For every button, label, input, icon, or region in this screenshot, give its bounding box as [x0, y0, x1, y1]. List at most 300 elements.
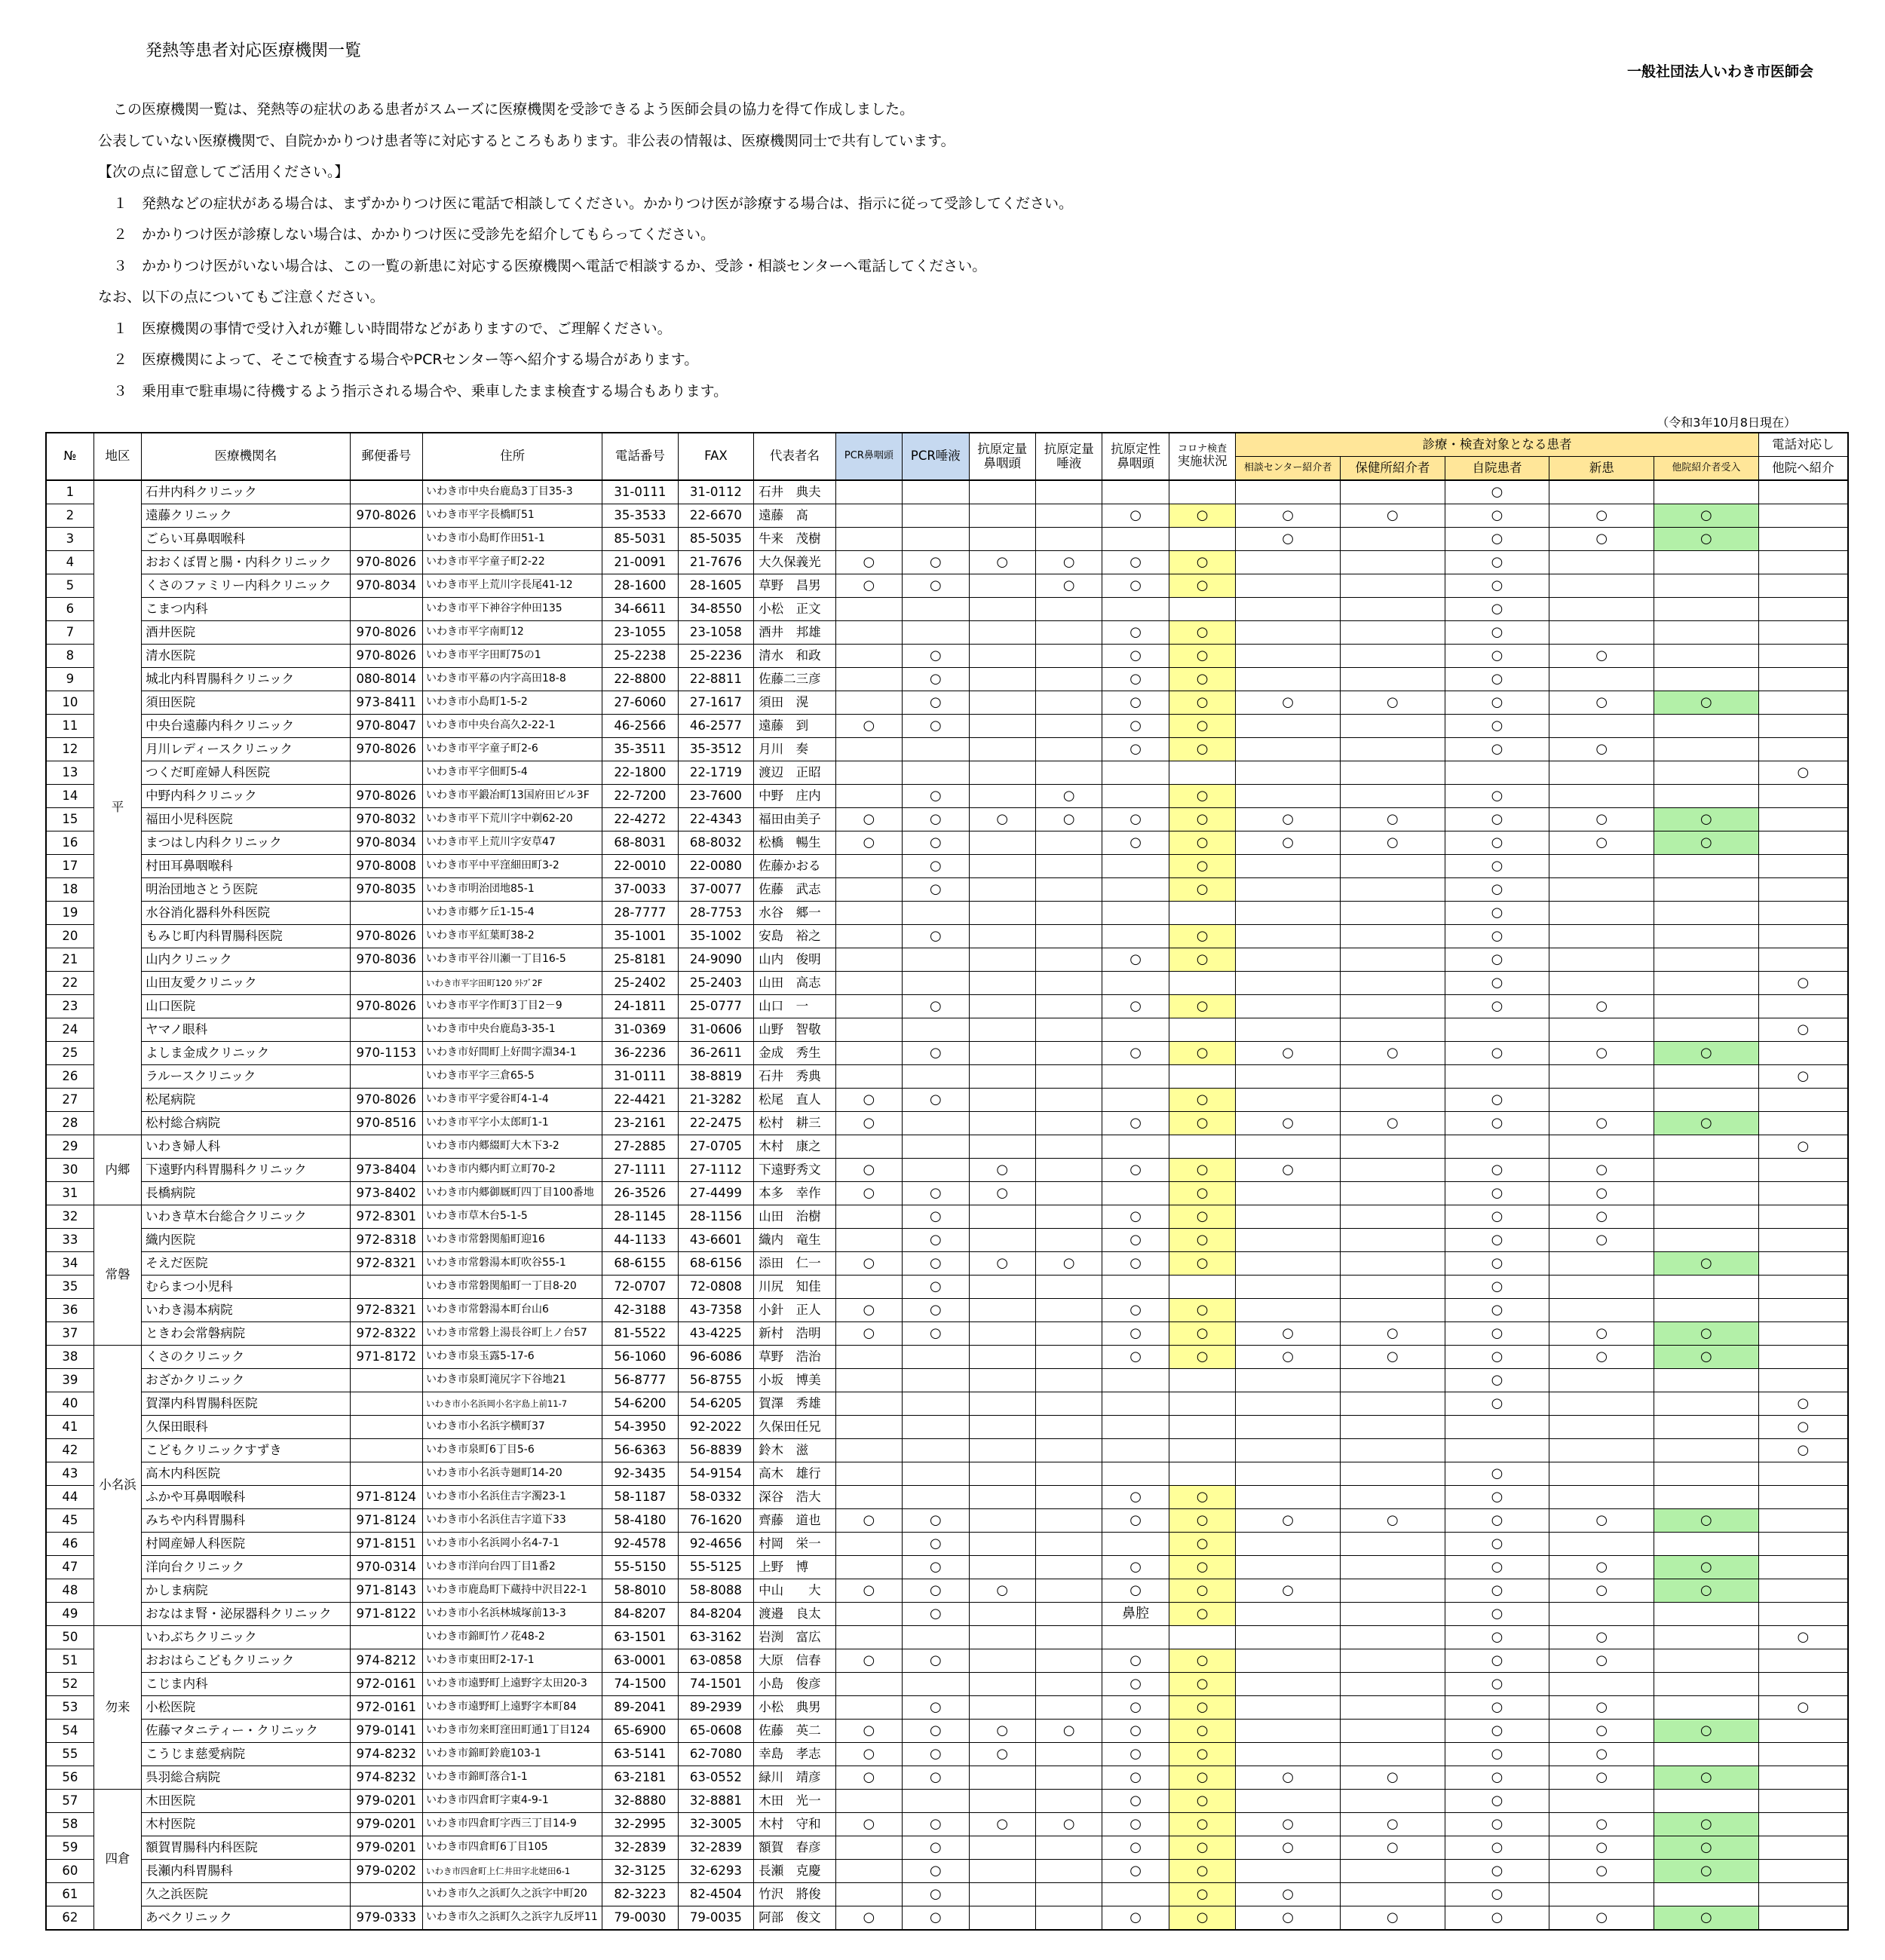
cell-name: むらまつ小児科 [142, 1276, 350, 1299]
cell-corona [1169, 1392, 1235, 1416]
cell-address: いわき市平谷川瀬一丁目16-5 [422, 948, 602, 972]
cell-rep: 高木 雄行 [754, 1462, 836, 1486]
cell-p-own: ○ [1445, 1509, 1549, 1533]
col-p-other: 他院紹介者受入 [1654, 457, 1759, 481]
cell-p-other [1654, 574, 1759, 598]
cell-zip [350, 972, 422, 995]
cell-address: いわき市小名浜岡小名4-7-1 [422, 1533, 602, 1556]
cell-rep: 水谷 郷一 [754, 902, 836, 925]
cell-p-health [1341, 598, 1445, 621]
cell-pcr-saliva: ○ [903, 645, 969, 668]
cell-phone-refer [1758, 1790, 1848, 1813]
cell-zip: 970-8026 [350, 551, 422, 574]
cell-ag-qual [1102, 1369, 1169, 1392]
cell-no: 29 [46, 1135, 93, 1159]
cell-fax: 46-2577 [678, 715, 754, 738]
cell-p-health [1341, 1018, 1445, 1042]
cell-pcr-saliva: ○ [903, 831, 969, 855]
cell-pcr-saliva: ○ [903, 1836, 969, 1860]
cell-p-health [1341, 1533, 1445, 1556]
cell-p-other: ○ [1654, 1860, 1759, 1883]
cell-no: 26 [46, 1065, 93, 1089]
cell-address: いわき市小名浜字横町37 [422, 1416, 602, 1439]
cell-phone-refer [1758, 691, 1848, 715]
cell-p-new [1549, 1089, 1654, 1112]
cell-p-own: ○ [1445, 528, 1549, 551]
table-row [46, 738, 1848, 761]
cell-corona: ○ [1169, 1720, 1235, 1743]
table-row [46, 1065, 1848, 1089]
cell-p-health [1341, 528, 1445, 551]
cell-ag-qual: ○ [1102, 1673, 1169, 1696]
cell-zip: 970-8026 [350, 925, 422, 948]
table-row [46, 1322, 1848, 1346]
cell-p-other: ○ [1654, 1112, 1759, 1135]
cell-pcr-saliva [903, 598, 969, 621]
cell-tel: 21-0091 [602, 551, 679, 574]
cell-zip: 970-8008 [350, 855, 422, 878]
cell-rep: 大久保義光 [754, 551, 836, 574]
cell-corona: ○ [1169, 1860, 1235, 1883]
cell-ag-quant-saliva: ○ [1036, 1813, 1102, 1836]
cell-p-own: ○ [1445, 574, 1549, 598]
cell-p-new: ○ [1549, 1836, 1654, 1860]
cell-fax: 79-0035 [678, 1906, 754, 1931]
cell-zip: 080-8014 [350, 668, 422, 691]
cell-p-other: ○ [1654, 528, 1759, 551]
cell-corona [1169, 1018, 1235, 1042]
cell-ag-quant-nose [969, 1790, 1035, 1813]
cell-zip: 972-0161 [350, 1673, 422, 1696]
cell-phone-refer [1758, 1112, 1848, 1135]
cell-p-own: ○ [1445, 831, 1549, 855]
cell-pcr-saliva: ○ [903, 668, 969, 691]
cell-pcr-saliva: ○ [903, 878, 969, 902]
cell-pcr-saliva: ○ [903, 1182, 969, 1205]
cell-p-other: ○ [1654, 1720, 1759, 1743]
cell-no: 54 [46, 1720, 93, 1743]
cell-name: 明治団地さとう医院 [142, 878, 350, 902]
cell-p-other [1654, 1135, 1759, 1159]
cell-tel: 35-1001 [602, 925, 679, 948]
cell-ag-quant-saliva [1036, 1182, 1102, 1205]
cell-p-center [1236, 995, 1341, 1018]
col-pcr-nose: PCR鼻咽頭 [835, 433, 902, 480]
cell-pcr-saliva: ○ [903, 1579, 969, 1603]
cell-p-center [1236, 1018, 1341, 1042]
cell-name: いわき湯本病院 [142, 1299, 350, 1322]
cell-address: いわき市東田町2-17-1 [422, 1649, 602, 1673]
cell-tel: 89-2041 [602, 1696, 679, 1720]
table-row [46, 948, 1848, 972]
col-ag-quant-nose-l1: 抗原定量 [977, 441, 1028, 456]
table-row [46, 1556, 1848, 1579]
cell-ag-quant-nose [969, 1556, 1035, 1579]
cell-p-center [1236, 1603, 1341, 1626]
cell-address: いわき市好間町上好間字淵34-1 [422, 1042, 602, 1065]
cell-p-other [1654, 1416, 1759, 1439]
cell-no: 5 [46, 574, 93, 598]
cell-p-center [1236, 1205, 1341, 1229]
cell-ag-quant-nose [969, 1439, 1035, 1462]
cell-p-other [1654, 1018, 1759, 1042]
cell-fax: 27-4499 [678, 1182, 754, 1205]
cell-corona: ○ [1169, 1743, 1235, 1766]
cell-p-new: ○ [1549, 1322, 1654, 1346]
cell-pcr-nose: ○ [835, 1906, 902, 1931]
cell-no: 9 [46, 668, 93, 691]
cell-no: 24 [46, 1018, 93, 1042]
cell-no: 55 [46, 1743, 93, 1766]
col-ag-qual-l1: 抗原定性 [1111, 441, 1161, 456]
cell-p-health [1341, 925, 1445, 948]
cell-ag-quant-saliva [1036, 715, 1102, 738]
cell-ag-quant-saliva [1036, 1486, 1102, 1509]
cell-ag-quant-saliva: ○ [1036, 808, 1102, 831]
cell-p-center [1236, 1462, 1341, 1486]
cell-tel: 84-8207 [602, 1603, 679, 1626]
cell-p-other [1654, 1276, 1759, 1299]
cell-tel: 23-2161 [602, 1112, 679, 1135]
cell-name: ふかや耳鼻咽喉科 [142, 1486, 350, 1509]
cell-ag-qual [1102, 1462, 1169, 1486]
cell-p-other [1654, 668, 1759, 691]
cell-pcr-nose [835, 1673, 902, 1696]
col-patients-group: 診療・検査対象となる患者 [1236, 433, 1758, 457]
cell-phone-refer [1758, 621, 1848, 645]
table-row [46, 1276, 1848, 1299]
cell-pcr-saliva: ○ [903, 551, 969, 574]
cell-p-new: ○ [1549, 645, 1654, 668]
cell-pcr-saliva [903, 1346, 969, 1369]
cell-pcr-saliva [903, 1673, 969, 1696]
cell-name: もみじ町内科胃腸科医院 [142, 925, 350, 948]
table-row [46, 1112, 1848, 1135]
cell-rep: 本多 幸作 [754, 1182, 836, 1205]
cell-ag-qual: ○ [1102, 668, 1169, 691]
cell-no: 2 [46, 504, 93, 528]
table-row [46, 1766, 1848, 1790]
cell-p-center [1236, 1790, 1341, 1813]
cell-ag-qual [1102, 902, 1169, 925]
cell-pcr-nose [835, 948, 902, 972]
cell-p-new [1549, 1883, 1654, 1906]
cell-zip [350, 598, 422, 621]
cell-zip: 972-8301 [350, 1205, 422, 1229]
cell-ag-qual: ○ [1102, 1813, 1169, 1836]
cell-address: いわき市草木台5-1-5 [422, 1205, 602, 1229]
cell-pcr-saliva [903, 480, 969, 504]
cell-fax: 27-1617 [678, 691, 754, 715]
intro-line: なお、以下の点についてもご注意ください。 [98, 289, 385, 305]
table-row [46, 1018, 1848, 1042]
cell-tel: 35-3533 [602, 504, 679, 528]
cell-zip: 972-0161 [350, 1696, 422, 1720]
cell-p-center [1236, 1439, 1341, 1462]
cell-tel: 46-2566 [602, 715, 679, 738]
cell-address: いわき市中央台高久2-22-1 [422, 715, 602, 738]
cell-tel: 37-0033 [602, 878, 679, 902]
cell-ag-quant-nose: ○ [969, 808, 1035, 831]
cell-zip: 970-1153 [350, 1042, 422, 1065]
cell-name: つくだ町産婦人科医院 [142, 761, 350, 785]
cell-phone-refer [1758, 528, 1848, 551]
cell-address: いわき市平字田町120 ﾗﾄﾌﾞ2F [422, 972, 602, 995]
col-corona-l2: 実施状況 [1177, 454, 1228, 469]
cell-ag-quant-nose [969, 598, 1035, 621]
cell-name: 洋向台クリニック [142, 1556, 350, 1579]
cell-p-health [1341, 1673, 1445, 1696]
cell-pcr-nose [835, 504, 902, 528]
cell-zip [350, 1135, 422, 1159]
cell-ag-quant-nose [969, 1462, 1035, 1486]
table-row [46, 1439, 1848, 1462]
cell-rep: 草野 浩治 [754, 1346, 836, 1369]
cell-fax: 74-1501 [678, 1673, 754, 1696]
cell-phone-refer [1758, 1205, 1848, 1229]
cell-ag-quant-nose [969, 1766, 1035, 1790]
table-row [46, 1509, 1848, 1533]
cell-ag-quant-saliva [1036, 1673, 1102, 1696]
cell-pcr-saliva: ○ [903, 1649, 969, 1673]
cell-ag-quant-nose [969, 1205, 1035, 1229]
cell-pcr-nose [835, 1836, 902, 1860]
cell-phone-refer: ○ [1758, 761, 1848, 785]
cell-ag-quant-saliva: ○ [1036, 785, 1102, 808]
cell-rep: 清水 和政 [754, 645, 836, 668]
cell-p-health [1341, 551, 1445, 574]
table-row [46, 878, 1848, 902]
cell-p-new [1549, 1299, 1654, 1322]
cell-p-center [1236, 1252, 1341, 1276]
cell-name: ヤマノ眼科 [142, 1018, 350, 1042]
cell-corona: ○ [1169, 1649, 1235, 1673]
cell-p-center [1236, 878, 1341, 902]
cell-zip: 971-8172 [350, 1346, 422, 1369]
cell-tel: 85-5031 [602, 528, 679, 551]
cell-fax: 22-0080 [678, 855, 754, 878]
cell-tel: 68-6155 [602, 1252, 679, 1276]
cell-name: 山内クリニック [142, 948, 350, 972]
table-row [46, 668, 1848, 691]
cell-phone-refer [1758, 551, 1848, 574]
cell-corona: ○ [1169, 621, 1235, 645]
table-row [46, 1790, 1848, 1813]
cell-no: 30 [46, 1159, 93, 1182]
cell-p-own: ○ [1445, 1486, 1549, 1509]
cell-rep: 木村 守和 [754, 1813, 836, 1836]
cell-no: 8 [46, 645, 93, 668]
cell-p-center [1236, 925, 1341, 948]
table-row [46, 995, 1848, 1018]
cell-corona: ○ [1169, 995, 1235, 1018]
table-row [46, 761, 1848, 785]
cell-p-own: ○ [1445, 855, 1549, 878]
cell-address: いわき市常磐上湯長谷町上ノ台57 [422, 1322, 602, 1346]
cell-rep: 緑川 靖彦 [754, 1766, 836, 1790]
cell-ag-quant-nose [969, 528, 1035, 551]
cell-no: 13 [46, 761, 93, 785]
cell-ag-qual [1102, 1089, 1169, 1112]
cell-address: いわき市勿来町窪田町通1丁目124 [422, 1720, 602, 1743]
cell-p-own: ○ [1445, 1462, 1549, 1486]
cell-fax: 32-3005 [678, 1813, 754, 1836]
cell-name: 織内医院 [142, 1229, 350, 1252]
cell-name: 山田友愛クリニック [142, 972, 350, 995]
cell-ag-quant-nose: ○ [969, 1252, 1035, 1276]
cell-pcr-saliva [903, 1135, 969, 1159]
cell-p-own: ○ [1445, 668, 1549, 691]
cell-p-other: ○ [1654, 1906, 1759, 1931]
cell-p-other [1654, 1790, 1759, 1813]
cell-ag-quant-nose: ○ [969, 1743, 1035, 1766]
cell-name: おおはらこどもクリニック [142, 1649, 350, 1673]
table-row [46, 972, 1848, 995]
cell-p-center [1236, 1649, 1341, 1673]
cell-ag-quant-saliva [1036, 902, 1102, 925]
cell-name: 中野内科クリニック [142, 785, 350, 808]
cell-p-own: ○ [1445, 1112, 1549, 1135]
cell-zip [350, 1065, 422, 1089]
cell-ag-quant-saliva [1036, 1042, 1102, 1065]
cell-p-center: ○ [1236, 1766, 1341, 1790]
cell-p-own: ○ [1445, 1159, 1549, 1182]
cell-fax: 43-6601 [678, 1229, 754, 1252]
cell-ag-qual [1102, 855, 1169, 878]
cell-p-health: ○ [1341, 1346, 1445, 1369]
cell-p-other: ○ [1654, 831, 1759, 855]
cell-pcr-saliva [903, 738, 969, 761]
cell-corona [1169, 598, 1235, 621]
cell-p-new: ○ [1549, 1626, 1654, 1649]
cell-no: 23 [46, 995, 93, 1018]
cell-p-health [1341, 1579, 1445, 1603]
cell-tel: 79-0030 [602, 1906, 679, 1931]
cell-p-own: ○ [1445, 785, 1549, 808]
cell-p-other [1654, 1065, 1759, 1089]
cell-phone-refer [1758, 995, 1848, 1018]
cell-ag-qual: ○ [1102, 691, 1169, 715]
cell-address: いわき市中央台鹿島3-35-1 [422, 1018, 602, 1042]
table-row [46, 1579, 1848, 1603]
cell-ag-qual: ○ [1102, 1836, 1169, 1860]
cell-phone-refer [1758, 948, 1848, 972]
cell-name: 松尾病院 [142, 1089, 350, 1112]
cell-pcr-nose [835, 1065, 902, 1089]
cell-pcr-nose: ○ [835, 1509, 902, 1533]
cell-p-own: ○ [1445, 1182, 1549, 1205]
cell-p-center [1236, 738, 1341, 761]
cell-pcr-nose [835, 645, 902, 668]
cell-ag-quant-saliva [1036, 1089, 1102, 1112]
cell-tel: 42-3188 [602, 1299, 679, 1322]
table-row [46, 855, 1848, 878]
cell-corona: ○ [1169, 691, 1235, 715]
cell-ag-quant-saliva [1036, 1906, 1102, 1931]
cell-p-own: ○ [1445, 645, 1549, 668]
cell-address: いわき市四倉町6丁目105 [422, 1836, 602, 1860]
cell-pcr-saliva: ○ [903, 808, 969, 831]
cell-p-health [1341, 1369, 1445, 1392]
cell-fax: 32-2839 [678, 1836, 754, 1860]
cell-fax: 32-8881 [678, 1790, 754, 1813]
cell-pcr-saliva: ○ [903, 1089, 969, 1112]
cell-corona: ○ [1169, 785, 1235, 808]
cell-fax: 85-5035 [678, 528, 754, 551]
table-row [46, 1743, 1848, 1766]
cell-corona: ○ [1169, 808, 1235, 831]
cell-corona: ○ [1169, 504, 1235, 528]
cell-p-other [1654, 551, 1759, 574]
cell-rep: 酒井 邦雄 [754, 621, 836, 645]
cell-no: 41 [46, 1416, 93, 1439]
cell-phone-refer [1758, 1276, 1848, 1299]
cell-no: 33 [46, 1229, 93, 1252]
cell-zip [350, 761, 422, 785]
cell-p-other [1654, 1299, 1759, 1322]
cell-rep: 織内 竜生 [754, 1229, 836, 1252]
cell-p-health [1341, 1252, 1445, 1276]
cell-ag-quant-nose [969, 1906, 1035, 1931]
cell-ag-quant-saliva [1036, 1462, 1102, 1486]
cell-fax: 84-8204 [678, 1603, 754, 1626]
table-row [46, 645, 1848, 668]
cell-pcr-saliva [903, 1790, 969, 1813]
cell-p-own: ○ [1445, 1089, 1549, 1112]
cell-pcr-nose [835, 1486, 902, 1509]
cell-p-own: ○ [1445, 1042, 1549, 1065]
cell-ag-quant-nose [969, 480, 1035, 504]
cell-tel: 25-2402 [602, 972, 679, 995]
cell-p-own: ○ [1445, 995, 1549, 1018]
cell-ag-quant-nose [969, 1603, 1035, 1626]
cell-ag-quant-saliva [1036, 1276, 1102, 1299]
cell-name: 水谷消化器科外科医院 [142, 902, 350, 925]
cell-zip: 970-8516 [350, 1112, 422, 1135]
cell-tel: 74-1500 [602, 1673, 679, 1696]
cell-fax: 21-3282 [678, 1089, 754, 1112]
cell-no: 46 [46, 1533, 93, 1556]
cell-no: 12 [46, 738, 93, 761]
table-row [46, 1135, 1848, 1159]
cell-ag-quant-saliva [1036, 738, 1102, 761]
cell-p-own: ○ [1445, 715, 1549, 738]
cell-corona: ○ [1169, 1042, 1235, 1065]
cell-rep: 川尻 知佳 [754, 1276, 836, 1299]
cell-p-own: ○ [1445, 925, 1549, 948]
cell-corona: ○ [1169, 1673, 1235, 1696]
cell-pcr-nose [835, 1533, 902, 1556]
cell-fax: 37-0077 [678, 878, 754, 902]
cell-address: いわき市小名浜寺廻町14-20 [422, 1462, 602, 1486]
cell-ag-quant-nose [969, 1696, 1035, 1720]
cell-p-own: ○ [1445, 878, 1549, 902]
cell-fax: 23-7600 [678, 785, 754, 808]
cell-p-own: ○ [1445, 1276, 1549, 1299]
cell-rep: 鈴木 滋 [754, 1439, 836, 1462]
cell-pcr-saliva: ○ [903, 1906, 969, 1931]
cell-no: 18 [46, 878, 93, 902]
cell-tel: 36-2236 [602, 1042, 679, 1065]
cell-zip: 970-8026 [350, 621, 422, 645]
cell-zip: 979-0141 [350, 1720, 422, 1743]
cell-ag-qual [1102, 480, 1169, 504]
cell-zip: 979-0333 [350, 1906, 422, 1931]
table-row [46, 504, 1848, 528]
cell-p-own: ○ [1445, 1205, 1549, 1229]
cell-zip [350, 1369, 422, 1392]
cell-zip: 970-8036 [350, 948, 422, 972]
